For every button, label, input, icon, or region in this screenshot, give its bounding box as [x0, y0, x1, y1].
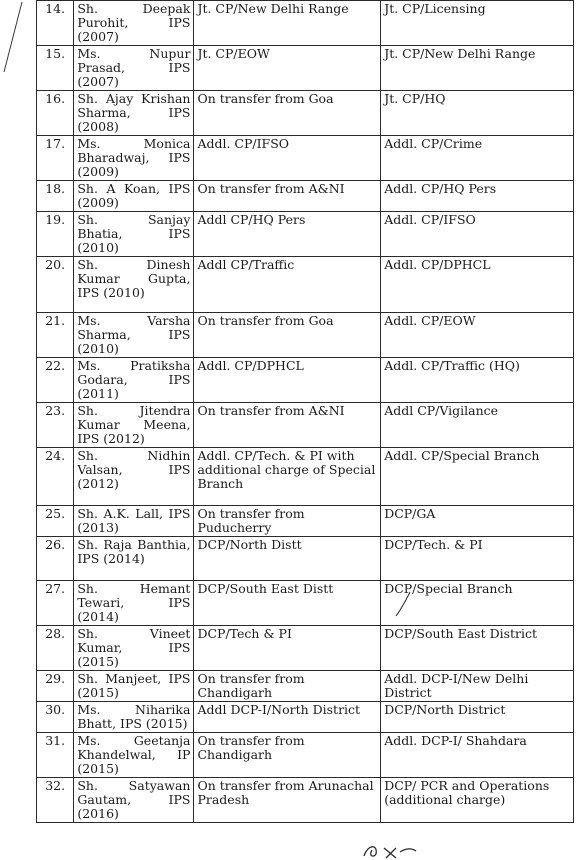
table-row [37, 313, 574, 358]
new-posting: DCP/South East District [381, 626, 574, 671]
serial-number: 31. [37, 733, 74, 778]
current-posting: Addl. CP/DPHCL [194, 358, 381, 403]
officer-name: Sh. Dinesh Kumar Gupta, IPS (2010) [74, 257, 194, 313]
new-posting: Addl. CP/IFSO [381, 212, 574, 257]
signature-initials [360, 842, 420, 860]
current-posting: On transfer from Chandigarh [194, 733, 381, 778]
table-row [37, 46, 574, 91]
new-posting: Addl. CP/HQ Pers [381, 181, 574, 212]
table-row [37, 733, 574, 778]
new-posting: Addl CP/Vigilance [381, 403, 574, 448]
current-posting: On transfer from Arunachal Pradesh [194, 778, 381, 823]
new-posting: Addl. DCP-I/ Shahdara [381, 733, 574, 778]
serial-number: 15. [37, 46, 74, 91]
officer-name: Sh. Raja Banthia, IPS (2014) [74, 537, 194, 581]
table-row [37, 212, 574, 257]
new-posting: Addl. CP/Crime [381, 136, 574, 181]
new-posting: DCP/North District [381, 702, 574, 733]
table-row [37, 671, 574, 702]
new-posting: DCP/ PCR and Operations (additional charge) [381, 778, 574, 823]
current-posting: On transfer from Goa [194, 91, 381, 136]
officer-name: Sh. Manjeet, IPS (2015) [74, 671, 194, 702]
current-posting: On transfer from Chandigarh [194, 671, 381, 702]
current-posting: Jt. CP/EOW [194, 46, 381, 91]
serial-number: 24. [37, 448, 74, 506]
serial-number: 16. [37, 91, 74, 136]
current-posting: Addl. CP/IFSO [194, 136, 381, 181]
margin-pen-mark [0, 0, 30, 80]
new-posting: Addl. DCP-I/New Delhi District [381, 671, 574, 702]
officer-name: Sh. Satyawan Gautam, IPS (2016) [74, 778, 194, 823]
current-posting: Addl CP/HQ Pers [194, 212, 381, 257]
officer-name: Sh. Vineet Kumar, IPS (2015) [74, 626, 194, 671]
current-posting: DCP/Tech & PI [194, 626, 381, 671]
pen-mark-row-27 [394, 590, 414, 620]
current-posting: Jt. CP/New Delhi Range [194, 1, 381, 46]
serial-number: 32. [37, 778, 74, 823]
serial-number: 29. [37, 671, 74, 702]
serial-number: 26. [37, 537, 74, 581]
new-posting: Addl. CP/Special Branch [381, 448, 574, 506]
new-posting: DCP/Special Branch [381, 581, 574, 626]
officer-name: Ms. Monica Bharadwaj, IPS (2009) [74, 136, 194, 181]
officer-name: Ms. Varsha Sharma, IPS (2010) [74, 313, 194, 358]
serial-number: 27. [37, 581, 74, 626]
officer-name: Sh. Hemant Tewari, IPS (2014) [74, 581, 194, 626]
new-posting: DCP/GA [381, 506, 574, 537]
table-row [37, 778, 574, 823]
current-posting: On transfer from A&NI [194, 181, 381, 212]
table-row [37, 181, 574, 212]
serial-number: 17. [37, 136, 74, 181]
table-row [37, 358, 574, 403]
table-row [37, 626, 574, 671]
serial-number: 22. [37, 358, 74, 403]
officer-name: Ms. Nupur Prasad, IPS (2007) [74, 46, 194, 91]
officer-name: Sh. Nidhin Valsan, IPS (2012) [74, 448, 194, 506]
current-posting: DCP/South East Distt [194, 581, 381, 626]
current-posting: DCP/North Distt [194, 537, 381, 581]
current-posting: Addl. CP/Tech. & PI with additional charge of Special Branch [194, 448, 381, 506]
serial-number: 28. [37, 626, 74, 671]
new-posting: Jt. CP/HQ [381, 91, 574, 136]
new-posting: DCP/Tech. & PI [381, 537, 574, 581]
serial-number: 25. [37, 506, 74, 537]
serial-number: 30. [37, 702, 74, 733]
new-posting: Addl. CP/Traffic (HQ) [381, 358, 574, 403]
table-row [37, 537, 574, 581]
serial-number: 20. [37, 257, 74, 313]
officer-name: Sh. A Koan, IPS (2009) [74, 181, 194, 212]
new-posting: Addl. CP/DPHCL [381, 257, 574, 313]
serial-number: 18. [37, 181, 74, 212]
table-row [37, 702, 574, 733]
officer-name: Sh. Jitendra Kumar Meena, IPS (2012) [74, 403, 194, 448]
officer-name: Ms. Pratiksha Godara, IPS (2011) [74, 358, 194, 403]
officer-name: Sh. Ajay Krishan Sharma, IPS (2008) [74, 91, 194, 136]
officer-name: Sh. Sanjay Bhatia, IPS (2010) [74, 212, 194, 257]
table-row [37, 581, 574, 626]
table-row [37, 448, 574, 506]
table-row [37, 403, 574, 448]
table-row [37, 136, 574, 181]
current-posting: On transfer from Goa [194, 313, 381, 358]
current-posting: On transfer from A&NI [194, 403, 381, 448]
transfer-table [36, 0, 574, 823]
current-posting: Addl CP/Traffic [194, 257, 381, 313]
current-posting: Addl DCP-I/North District [194, 702, 381, 733]
officer-name: Ms. Geetanja Khandelwal, IP (2015) [74, 733, 194, 778]
officer-name: Ms. Niharika Bhatt, IPS (2015) [74, 702, 194, 733]
serial-number: 19. [37, 212, 74, 257]
current-posting: On transfer from Puducherry [194, 506, 381, 537]
table-row [37, 1, 574, 46]
serial-number: 21. [37, 313, 74, 358]
table-row [37, 506, 574, 537]
officer-name: Sh. Deepak Purohit, IPS (2007) [74, 1, 194, 46]
new-posting: Addl. CP/EOW [381, 313, 574, 358]
table-row [37, 257, 574, 313]
new-posting: Jt. CP/New Delhi Range [381, 46, 574, 91]
table-row [37, 91, 574, 136]
serial-number: 14. [37, 1, 74, 46]
serial-number: 23. [37, 403, 74, 448]
officer-name: Sh. A.K. Lall, IPS (2013) [74, 506, 194, 537]
new-posting: Jt. CP/Licensing [381, 1, 574, 46]
